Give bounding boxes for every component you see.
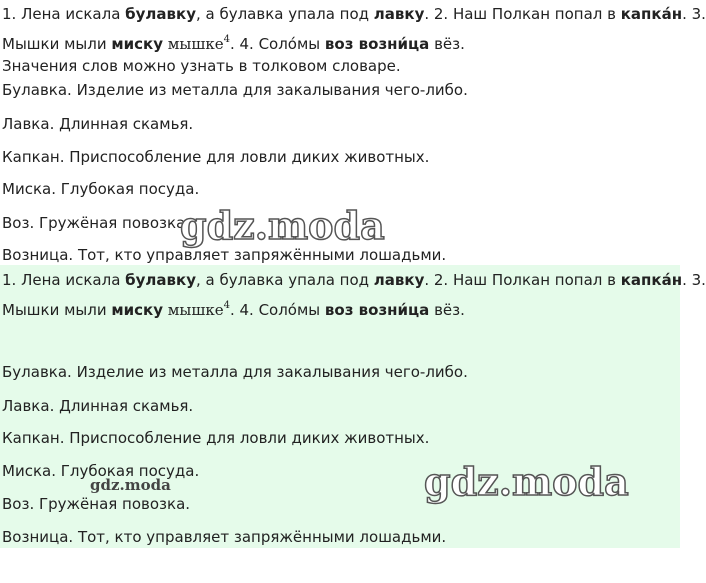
sentence-line-2-copy: Мышки мыли миску мышке$^4$. 4. Соло́мы воз возни́ца вёз. <box>2 300 465 319</box>
definition-miska-copy: Миска. Глубокая посуда. <box>2 462 200 480</box>
watermark-logo: gdz.moda <box>180 203 385 248</box>
definition-voznica: Возница. Тот, кто управляет запряжёнными лошадьми. <box>2 246 447 264</box>
definition-lavka: Лавка. Длинная скамья. <box>2 115 194 133</box>
sentence-line-1-copy: 1. Лена искала булавку, а булавка упала под лавку. 2. Наш Полкан попал в капка́н. 3. <box>2 271 706 289</box>
definition-miska: Миска. Глубокая посуда. <box>2 180 200 198</box>
definition-lavka-copy: Лавка. Длинная скамья. <box>2 397 194 415</box>
watermark-logo-small: gdz.moda <box>90 476 171 494</box>
sentence-line-1: 1. Лена искала булавку, а булавка упала под лавку. 2. Наш Полкан попал в капка́н. 3. <box>2 5 706 23</box>
definition-voznica-copy: Возница. Тот, кто управляет запряжёнными лошадьми. <box>2 528 447 546</box>
definition-kapkan: Капкан. Приспособление для ловли диких животных. <box>2 148 430 166</box>
definition-bulavka-copy: Булавка. Изделие из металла для закалывания чего-либо. <box>2 363 468 381</box>
definition-voz-copy: Воз. Гружёная повозка. <box>2 495 191 513</box>
definition-kapkan-copy: Капкан. Приспособление для ловли диких животных. <box>2 429 430 447</box>
definition-bulavka: Булавка. Изделие из металла для закалывания чего-либо. <box>2 81 468 99</box>
sentence-line-2: Мышки мыли миску мышке$^4$. 4. Соло́мы воз возни́ца вёз. <box>2 34 465 53</box>
watermark-logo-large: gdz.moda <box>424 459 629 504</box>
dictionary-note: Значения слов можно узнать в толковом словаре. <box>2 57 401 75</box>
definition-voz: Воз. Гружёная повозка. <box>2 214 191 232</box>
